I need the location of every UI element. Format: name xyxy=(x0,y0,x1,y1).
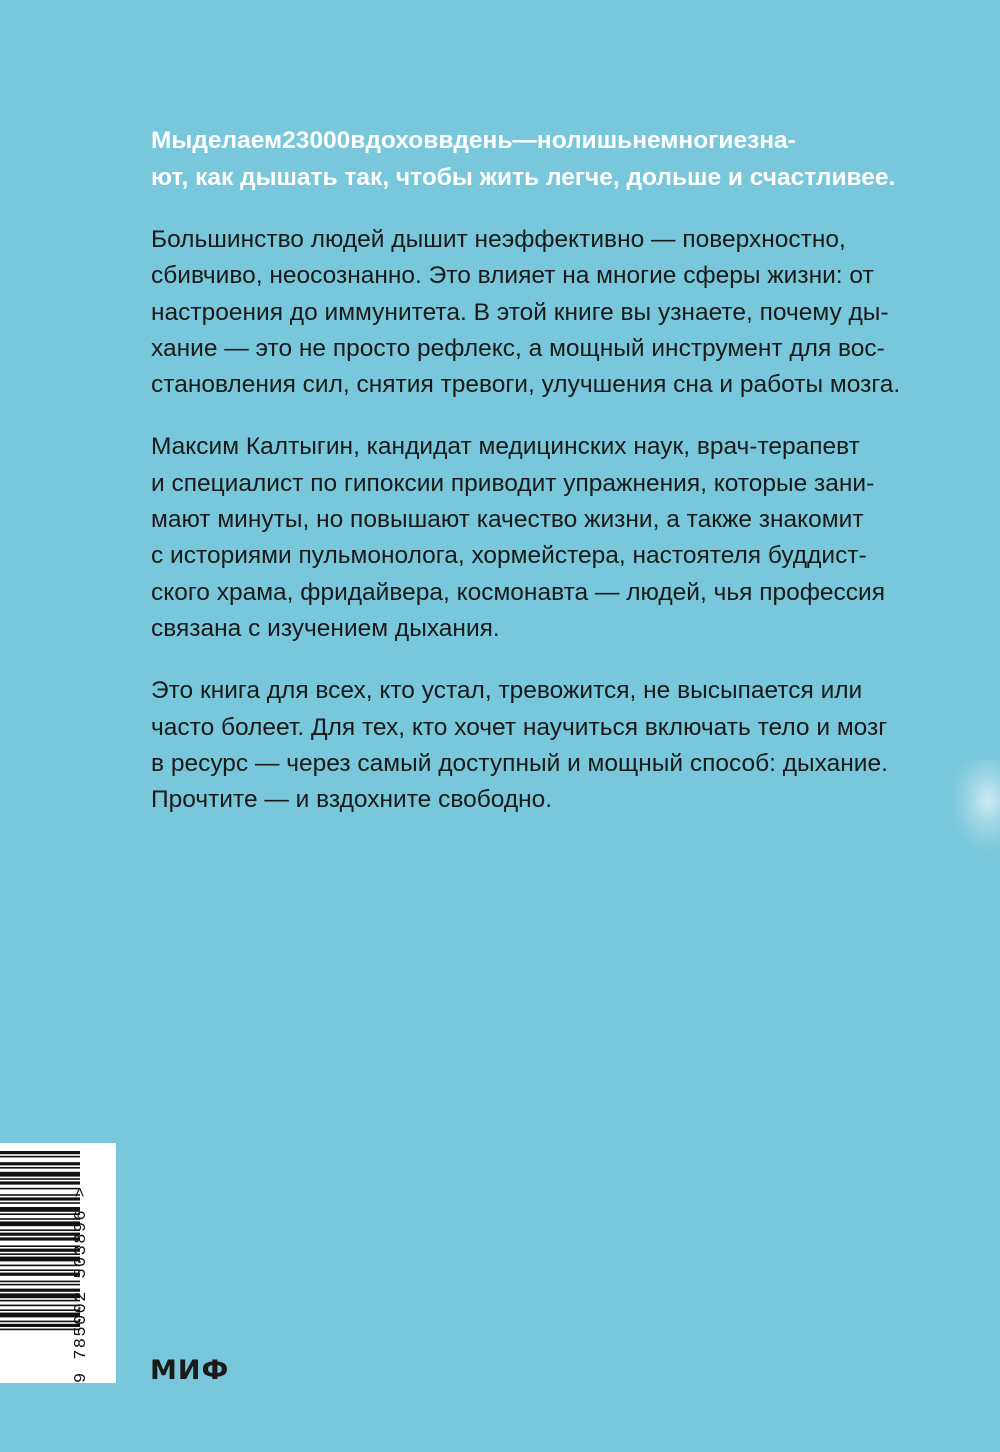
barcode-bar xyxy=(0,1156,80,1158)
barcode-bar xyxy=(0,1233,80,1236)
barcode-bar xyxy=(0,1162,80,1165)
cloud-decoration xyxy=(952,760,1000,850)
barcode-bar xyxy=(0,1269,80,1271)
barcode-bar xyxy=(0,1324,80,1327)
lead-line: ют, как дышать так, чтобы жить легче, дольше и счастливее. xyxy=(151,164,896,191)
paragraph-3 xyxy=(151,673,906,818)
barcode-bar xyxy=(0,1329,80,1331)
barcode-bar xyxy=(0,1197,80,1200)
barcode-digits: 9 785002 503896 > xyxy=(72,1185,91,1383)
text-line: мают минуты, но повышают качество жизни, а также знакомит xyxy=(151,506,864,534)
barcode-bar xyxy=(0,1300,80,1302)
barcode-bar xyxy=(0,1202,80,1204)
text-line: становления сил, снятия тревоги, улучшения сна и работы мозга. xyxy=(151,371,901,399)
text-line: Большинство людей дышит неэффективно — поверхностно, xyxy=(151,226,846,253)
barcode-bar xyxy=(0,1245,80,1247)
text-line: хание — это не просто рефлекс, а мощный инструмент для вос- xyxy=(151,334,885,362)
paragraph-2 xyxy=(151,429,906,647)
barcode-bar xyxy=(0,1253,80,1255)
barcode-bar xyxy=(0,1181,80,1184)
barcode-bar xyxy=(0,1237,80,1240)
barcode-bar xyxy=(0,1289,80,1292)
text-line: часто болеет. Для тех, кто хочет научиться включать тело и мозг xyxy=(151,713,888,741)
publisher-logo: МИФ xyxy=(150,1355,230,1386)
text-line: Максим Калтыгин, кандидат медицинских наук, врач-терапевт xyxy=(151,433,860,461)
barcode-bar xyxy=(0,1151,80,1154)
barcode-bar xyxy=(0,1284,80,1286)
barcode-bar xyxy=(0,1194,80,1196)
barcode-bar xyxy=(0,1309,80,1311)
barcode-bar xyxy=(0,1188,80,1190)
text-line: с историями пульмонолога, хормейстера, настоятеля буддист- xyxy=(151,542,867,570)
paragraph-1 xyxy=(151,222,906,403)
text-line: настроения до иммунитета. В этой книге вы узнаете, почему ды- xyxy=(151,298,889,326)
barcode-bar xyxy=(0,1257,80,1262)
barcode-bar xyxy=(0,1273,80,1276)
isbn-barcode xyxy=(0,1143,116,1383)
barcode-bar xyxy=(0,1229,80,1231)
barcode-bar xyxy=(0,1207,80,1212)
barcode-bar xyxy=(0,1218,80,1220)
text-line: в ресурс — через самый доступный и мощный способ: дыхание. xyxy=(151,749,888,777)
barcode-bar xyxy=(0,1305,80,1307)
barcode-bar xyxy=(0,1265,80,1267)
barcode-bar xyxy=(0,1249,80,1252)
lead-line: Мыделаем23000вдоховвдень—нолишьнемногиезна- xyxy=(151,127,796,154)
description-text xyxy=(151,122,906,844)
text-line: сбивчиво, неосознанно. Это влияет на многие сферы жизни: от xyxy=(151,262,874,290)
barcode-bar xyxy=(0,1221,80,1226)
barcode-bar xyxy=(0,1178,80,1180)
barcode-bar xyxy=(0,1313,80,1318)
barcode-bar xyxy=(0,1172,80,1177)
barcode-bar xyxy=(0,1213,80,1215)
text-line: связана с изучением дыхания. xyxy=(151,614,500,642)
text-line: и специалист по гипоксии приводит упражнения, которые зани- xyxy=(151,469,875,497)
barcode-bar xyxy=(0,1281,80,1283)
barcode-bar xyxy=(0,1167,80,1169)
lead-paragraph xyxy=(151,122,906,196)
text-line: Это книга для всех, кто устал, тревожится, не высыпается или xyxy=(151,677,863,705)
text-line: ского храма, фридайвера, космонавта — людей, чья профессия xyxy=(151,578,885,606)
barcode-bar xyxy=(0,1293,80,1298)
text-line: Прочтите — и вздохните свободно. xyxy=(151,786,553,814)
barcode-bar xyxy=(0,1321,80,1323)
